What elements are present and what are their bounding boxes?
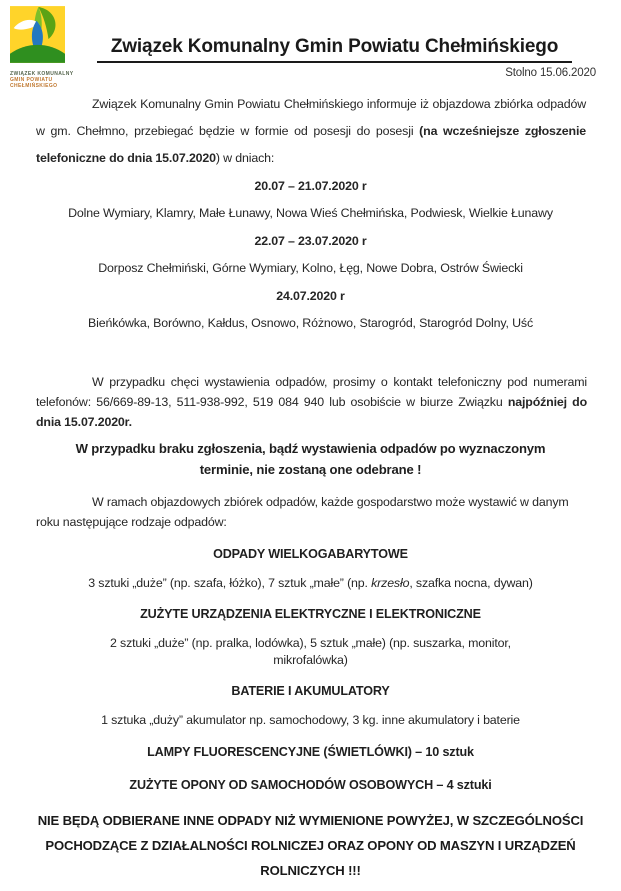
- category-detail-text: 3 sztuki „duże” (np. szafa, łóżko), 7 sztuk „małe” (np.: [88, 576, 372, 590]
- organization-logo: [10, 6, 82, 89]
- category-detail: 2 sztuki „duże” (np. pralka, lodówka), 5 sztuk „małe) (np. suszarka, monitor, mikrofalówka): [110, 636, 511, 667]
- page-title: Związek Komunalny Gmin Powiatu Chełmińskiego: [97, 36, 572, 63]
- intro-text-tail: ) w dniach:: [215, 151, 275, 165]
- rules-intro-paragraph: W ramach objazdowych zbiórek odpadów, każde gospodarstwo może wystawić w danym roku następujące rodzaje odpadów:: [36, 495, 569, 529]
- schedule-villages: Dolne Wymiary, Klamry, Małe Łunawy, Nowa Wieś Chełmińska, Podwiesk, Wielkie Łunawy: [68, 206, 553, 220]
- logo-icon: [10, 6, 65, 63]
- schedule-villages: Dorposz Chełmiński, Górne Wymiary, Kolno, Łęg, Nowe Dobra, Ostrów Świecki: [98, 261, 523, 275]
- collection-schedule: [0, 178, 621, 332]
- intro-paragraph: [36, 91, 586, 172]
- schedule-villages: Bieńkówka, Borówno, Kałdus, Osnowo, Różnowo, Starogród, Starogród Dolny, Uść: [88, 316, 533, 330]
- schedule-date: 24.07.2020 r: [276, 289, 345, 303]
- category-detail: [0, 575, 621, 592]
- logo-caption-line: ZWIĄZEK KOMUNALNY: [10, 71, 74, 77]
- category-detail-italic: krzesło: [371, 576, 410, 590]
- category-heading: ZUŻYTE OPONY OD SAMOCHODÓW OSOBOWYCH – 4 sztuki: [129, 778, 492, 792]
- intro-text: Związek Komunalny Gmin Powiatu Chełmińskiego informuje iż objazdowa zbiórka odpadów w gm. Chełmno, przebiegać będzie w formie od posesji do posesji: [36, 97, 586, 138]
- intro-bold-text: (na wcześniejsze zgłoszenie telefoniczne do dnia 15.07.2020: [36, 124, 586, 165]
- header: [48, 0, 621, 63]
- logo-caption-line: GMIN POWIATU: [10, 77, 53, 83]
- logo-caption: [10, 71, 82, 89]
- schedule-date: 22.07 – 23.07.2020 r: [254, 234, 367, 248]
- final-notice: NIE BĘDĄ ODBIERANE INNE ODPADY NIŻ WYMIENIONE POWYŻEJ, W SZCZEGÓLNOŚCI POCHODZĄCE Z DZIAŁALNOŚCI ROLNICZEJ ORAZ OPONY OD MASZYN I URZĄDZEŃ ROLNICZYCH !!!: [37, 813, 584, 878]
- category-detail-text: , szafka nocna, dywan): [409, 576, 533, 590]
- category-detail: 1 sztuka „duży” akumulator np. samochodowy, 3 kg. inne akumulatory i baterie: [101, 713, 520, 727]
- contact-paragraph: [36, 372, 587, 432]
- category-heading: LAMPY FLUORESCENCYJNE (ŚWIETLÓWKI) – 10 sztuk: [147, 745, 474, 759]
- category-heading: ODPADY WIELKOGABARYTOWE: [213, 547, 408, 561]
- category-heading: BATERIE I AKUMULATORY: [231, 684, 390, 698]
- category-heading: ZUŻYTE URZĄDZENIA ELEKTRYCZNE I ELEKTRONICZNE: [140, 607, 481, 621]
- warning-notice: W przypadku braku zgłoszenia, bądź wystawienia odpadów po wyznaczonym terminie, nie zostaną one odebrane !: [75, 441, 546, 477]
- dateline: Stolno 15.06.2020: [505, 67, 596, 79]
- schedule-date: 20.07 – 21.07.2020 r: [254, 179, 367, 193]
- contact-deadline-bold: najpóźniej do dnia 15.07.2020r.: [36, 395, 587, 429]
- contact-text: W przypadku chęci wystawienia odpadów, prosimy o kontakt telefoniczny pod numerami telefonów: 56/669-89-13, 511-938-992, 519 084 940 lub osobiście w biurze Związku: [36, 375, 587, 409]
- logo-caption-line: CHEŁMIŃSKIEGO: [10, 83, 58, 89]
- waste-categories: [0, 546, 621, 794]
